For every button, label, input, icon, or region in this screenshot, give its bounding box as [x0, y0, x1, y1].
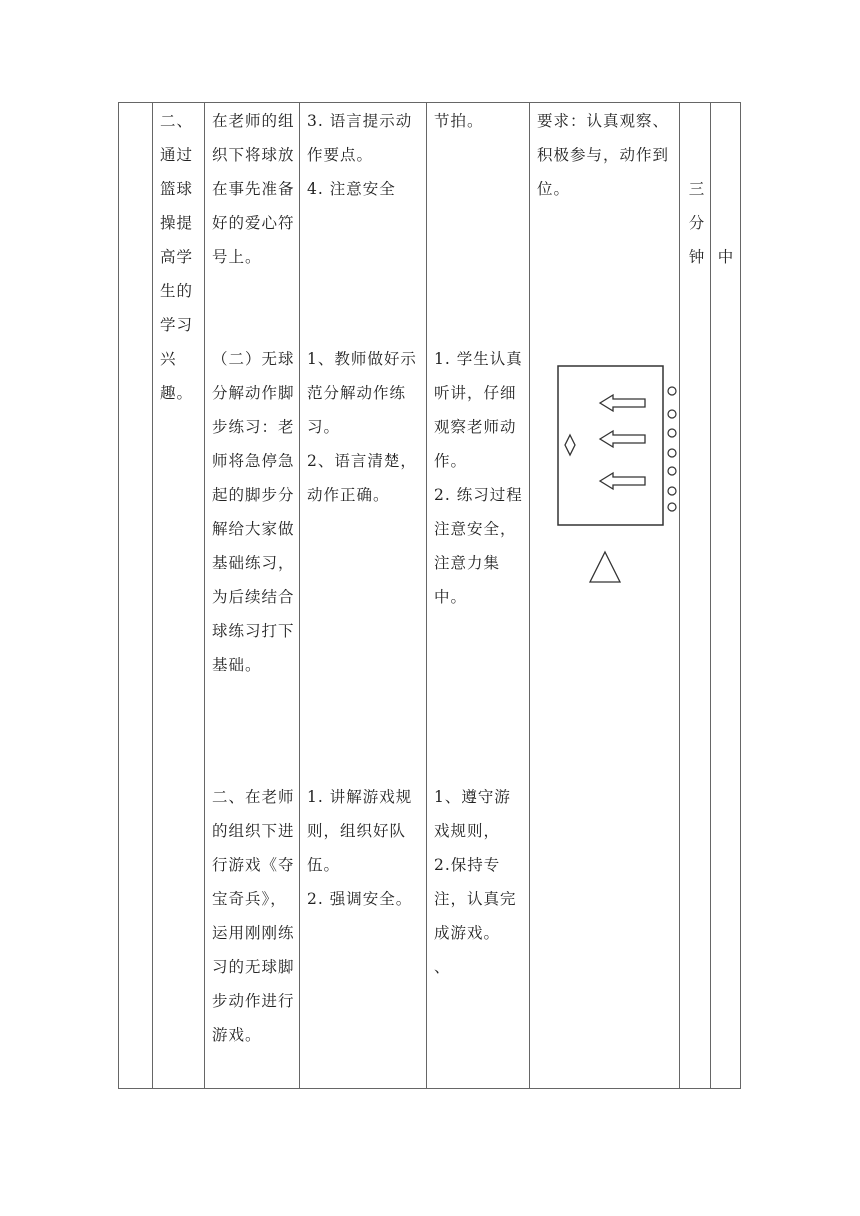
objective-text: 二、通过篮球操提高学生的学习兴趣。 [160, 112, 194, 402]
arrow-left-icon [600, 431, 645, 447]
arrow-left-icon [600, 473, 645, 489]
requirement-text: 要求：认真观察、积极参与，动作到位。 [537, 112, 670, 198]
student-circle-icon [668, 387, 676, 511]
student-text: 1、遵守游戏规则， [434, 788, 511, 840]
objective-cell [160, 104, 200, 410]
student-text: 、 [434, 958, 451, 976]
col-divider [740, 102, 741, 1089]
col-divider [426, 102, 427, 1089]
time-char: 三 [688, 180, 706, 198]
time-char: 分 [688, 214, 706, 232]
time-char: 钟 [688, 248, 706, 266]
teacher-cell-mid [307, 342, 421, 512]
time-cell [687, 172, 707, 274]
content-text: 二、在老师的组织下进行游戏《夺宝奇兵》，运用刚刚练习的无球脚步动作进行游戏。 [212, 788, 295, 1044]
teacher-cell-bottom [307, 780, 421, 916]
requirement-cell [537, 104, 677, 206]
student-text: 节拍。 [434, 112, 484, 130]
teacher-text: 3. 语言提示动作要点。 [307, 112, 413, 164]
student-text: 2. 练习过程注意安全，注意力集中。 [434, 486, 523, 606]
student-text: 2.保持专注，认真完成游戏。 [434, 856, 517, 942]
content-cell-bottom [212, 780, 296, 1052]
col-divider [679, 102, 680, 1089]
content-cell-mid [212, 342, 296, 682]
col-divider [152, 102, 153, 1089]
teacher-text: 4. 注意安全 [307, 180, 396, 198]
col-divider [529, 102, 530, 1089]
teacher-text: 2. 强调安全。 [307, 890, 413, 908]
formation-diagram [553, 362, 683, 592]
col-divider [299, 102, 300, 1089]
teacher-diamond-icon [565, 435, 575, 455]
student-cell-mid [434, 342, 524, 614]
intensity-cell [715, 240, 737, 274]
teacher-triangle-icon [590, 552, 620, 582]
student-cell-top [434, 104, 524, 138]
content-text: （二）无球分解动作脚步练习：老师将急停急起的脚步分解给大家做基础练习，为后续结合球练习打下基础。 [212, 350, 295, 674]
table-top-border [118, 102, 741, 103]
teacher-text: 1. 讲解游戏规则，组织好队伍。 [307, 788, 413, 874]
intensity-text: 中 [717, 248, 735, 266]
col-divider [118, 102, 119, 1089]
teacher-text: 2、语言清楚，动作正确。 [307, 452, 417, 504]
content-cell-top [212, 104, 296, 274]
teacher-cell-top [307, 104, 421, 206]
content-text: 在老师的组织下将球放在事先准备好的爱心符号上。 [212, 112, 295, 266]
teacher-text: 1、教师做好示范分解动作练习。 [307, 350, 417, 436]
student-text: 1. 学生认真听讲，仔细观察老师动作。 [434, 350, 523, 470]
col-divider [710, 102, 711, 1089]
table-bottom-border [118, 1088, 741, 1089]
arrow-left-icon [600, 395, 645, 411]
col-divider [204, 102, 205, 1089]
student-cell-bottom [434, 780, 524, 984]
